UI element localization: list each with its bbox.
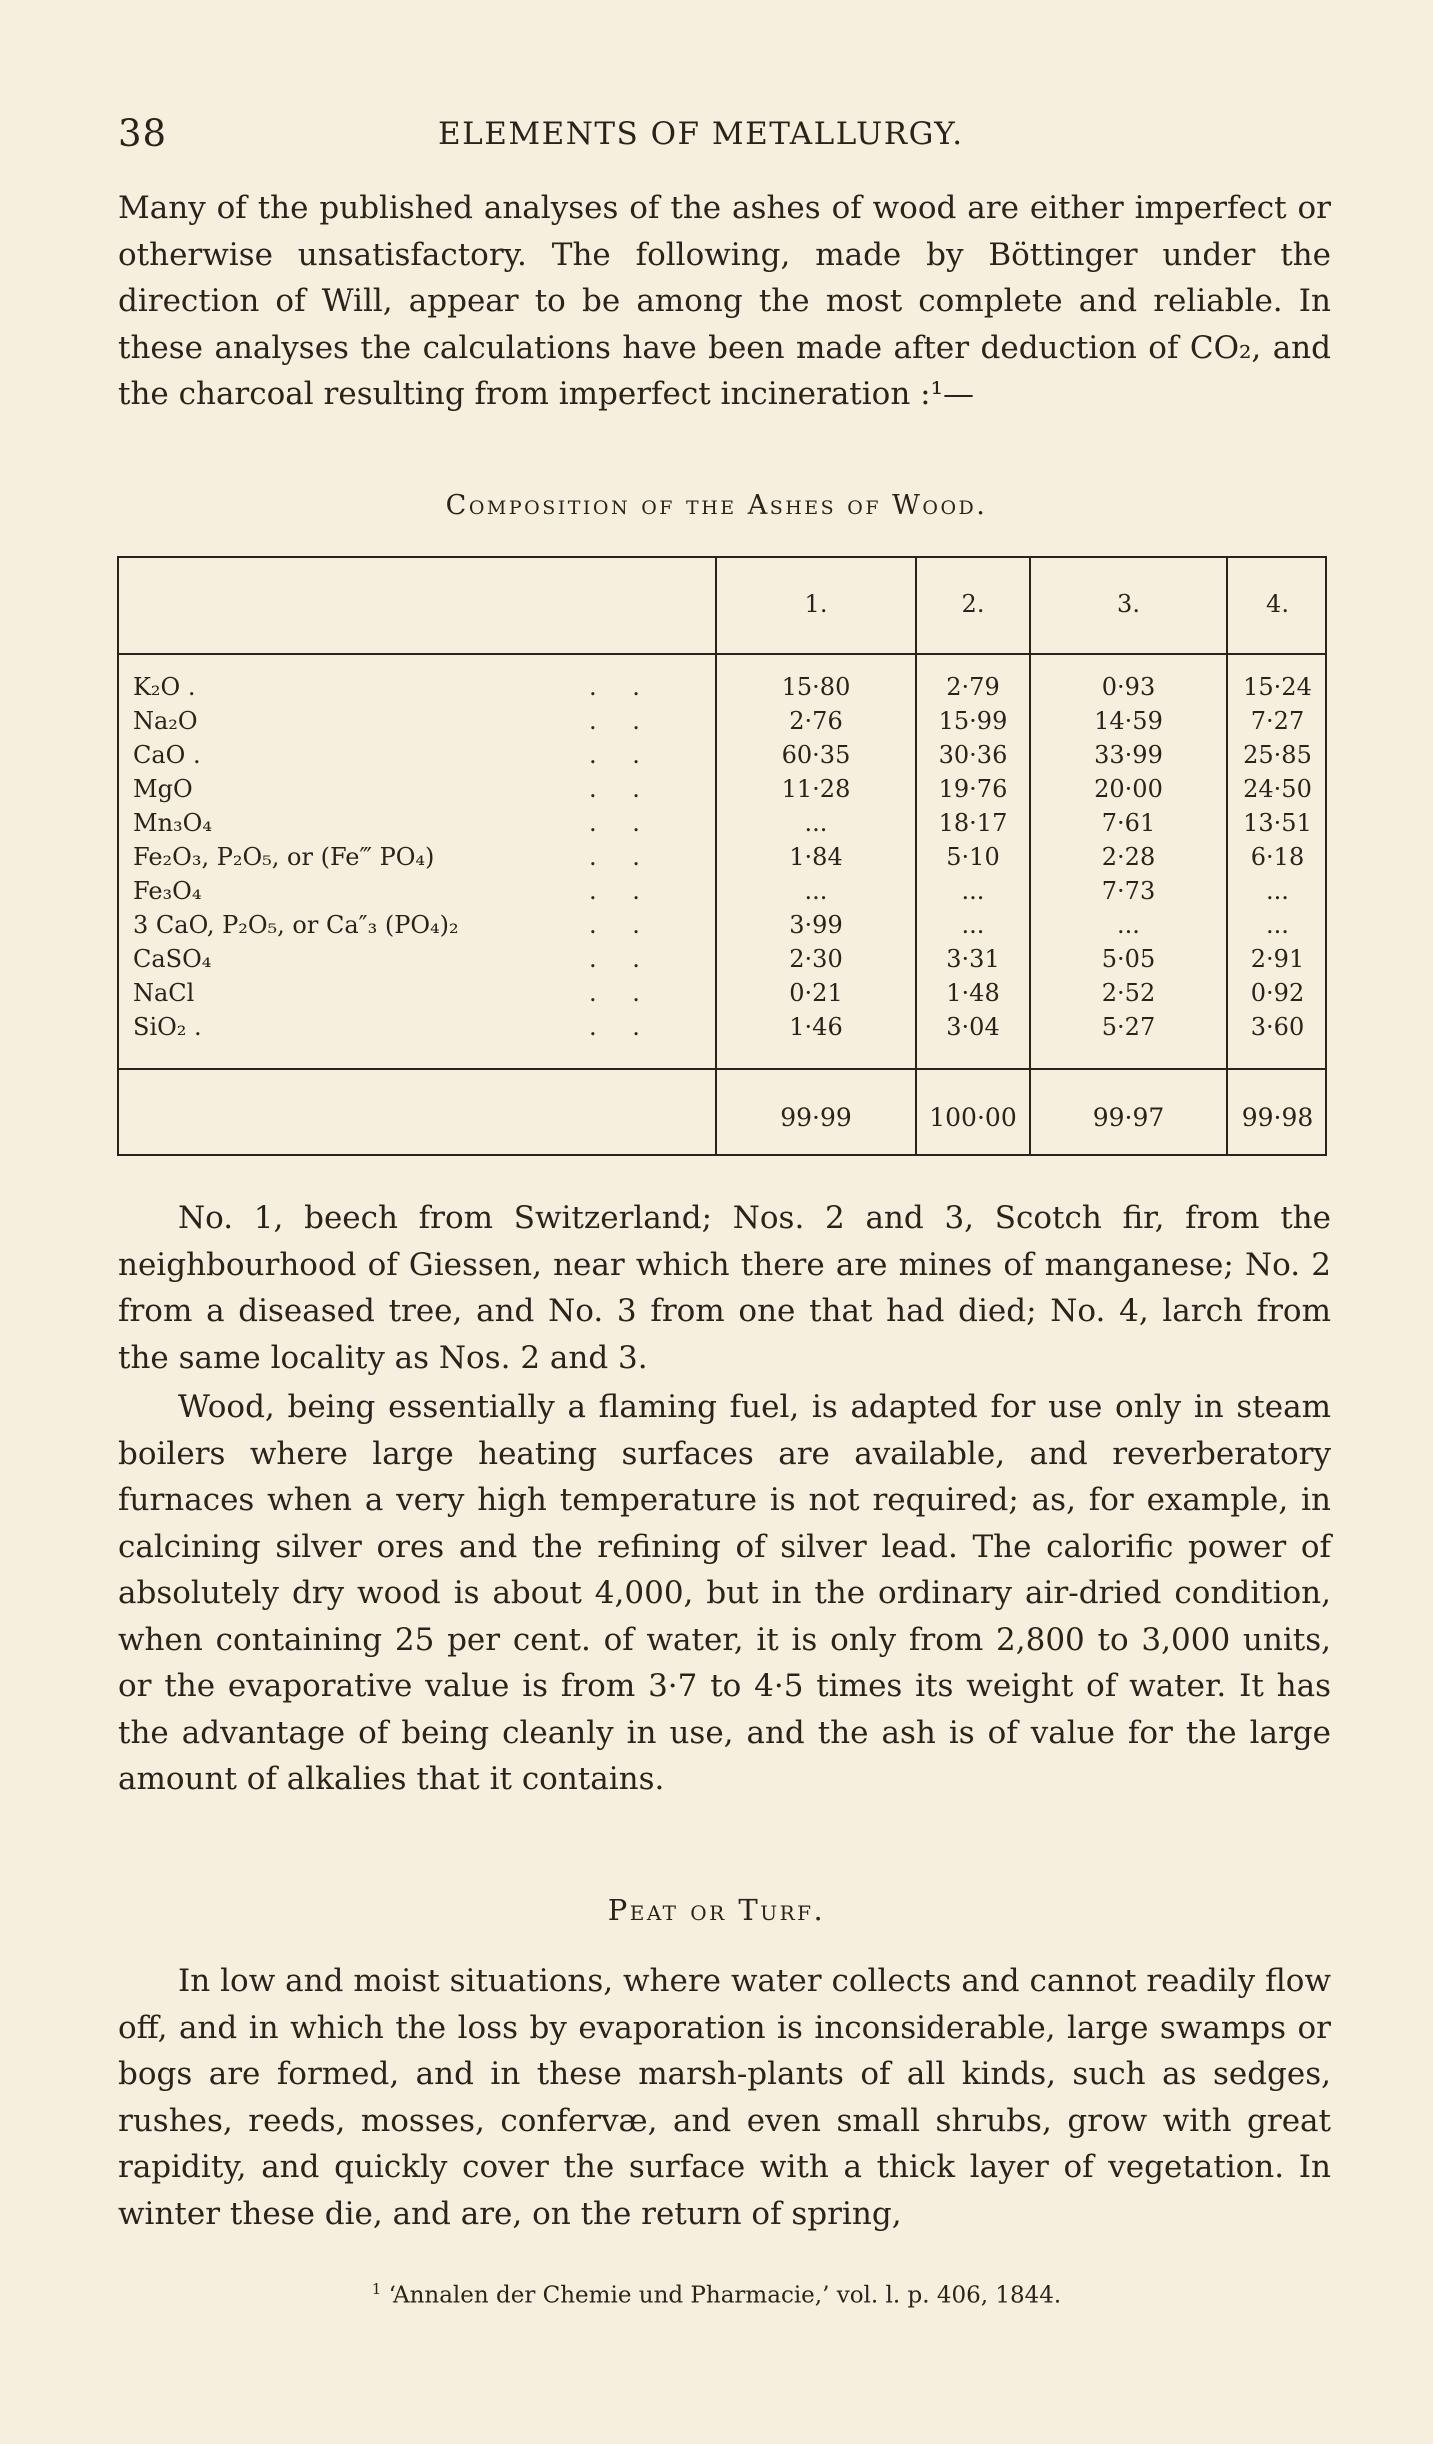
row-label: 3 CaO, P₂O₅, or Ca″₃ (PO₄)₂ xyxy=(133,911,459,939)
table-cell: 2·52 xyxy=(1101,979,1156,1007)
table-cell: 2·30 xyxy=(789,945,843,973)
leader-dots: . . xyxy=(589,945,654,973)
table-cell: 7·27 xyxy=(1250,707,1305,735)
table-cell: ... xyxy=(1266,911,1289,939)
table-cell: 20·00 xyxy=(1094,775,1163,803)
leader-dots: . . xyxy=(589,809,654,837)
column-header: 3. xyxy=(1117,590,1140,618)
table-cell: 3·99 xyxy=(789,911,843,939)
leader-dots: . . xyxy=(589,707,654,735)
total-value: 99·97 xyxy=(1092,1103,1165,1132)
table-cell: 5·10 xyxy=(946,843,1000,871)
paragraph-wood-fuel xyxy=(118,1384,1331,1803)
leader-dots: . . xyxy=(589,911,654,939)
footnote-marker: 1 xyxy=(371,2280,382,2298)
table-cell: 24·50 xyxy=(1243,775,1312,803)
paragraph-species-text: No. 1, beech from Switzerland; Nos. 2 and 3, Scotch fir, from the neighbourhood of Giessen, near which there are mines of manganese; No. 2 from a diseased tree, and No. 3 from one that had died; No. 4, larch from the same locality as Nos. 2 and 3. xyxy=(118,1200,1331,1376)
ash-composition-table xyxy=(117,556,1327,1156)
table-cell: 14·59 xyxy=(1094,707,1163,735)
table-cell: 1·48 xyxy=(946,979,1000,1007)
row-label: CaSO₄ xyxy=(133,945,212,973)
table-cell: ... xyxy=(804,877,828,905)
table-cell: 7·73 xyxy=(1101,877,1156,905)
table-cell: 0·21 xyxy=(789,979,843,1007)
column-header: 1. xyxy=(804,590,828,618)
leader-dots: . . xyxy=(589,979,654,1007)
total-value: 99·98 xyxy=(1241,1103,1314,1132)
table-cell: 15·99 xyxy=(938,707,1008,735)
table-title: Composition of the Ashes of Wood. xyxy=(445,490,988,521)
row-label: CaO . xyxy=(133,741,201,769)
table-cell: 30·36 xyxy=(938,741,1008,769)
table-cell: 1·84 xyxy=(789,843,843,871)
table-cell: 2·28 xyxy=(1101,843,1156,871)
table-cell: 7·61 xyxy=(1101,809,1156,837)
table-cell: 3·31 xyxy=(946,945,1000,973)
table-cell: ... xyxy=(1117,911,1140,939)
table-cell: 25·85 xyxy=(1243,741,1312,769)
total-value: 100·00 xyxy=(929,1103,1017,1132)
paragraph-peat xyxy=(118,1958,1331,2237)
row-label: SiO₂ . xyxy=(133,1013,202,1041)
footnote xyxy=(0,2280,1433,2309)
table-cell: 11·28 xyxy=(781,775,851,803)
leader-dots: . . xyxy=(589,673,654,701)
column-header: 4. xyxy=(1266,590,1289,618)
table-cell: 6·18 xyxy=(1250,843,1305,871)
table-cell: 3·60 xyxy=(1250,1013,1305,1041)
row-label: Na₂O xyxy=(133,707,198,735)
leader-dots: . . xyxy=(589,741,654,769)
column-header: 2. xyxy=(961,590,985,618)
table-cell: 1·46 xyxy=(789,1013,843,1041)
table-cell: 5·27 xyxy=(1101,1013,1156,1041)
table-cell: 2·76 xyxy=(789,707,843,735)
intro-paragraph: Many of the published analyses of the ashes of wood are either imperfect or otherwise unsatisfactory. The following, made by Böttinger under the direction of Will, appear to be among the most complete and reliable. In these analyses the calculations have been made after deduction of CO₂, and the charcoal resulting from imperfect incineration :¹— xyxy=(118,190,1331,412)
table-cell: 13·51 xyxy=(1243,809,1312,837)
paragraph-species-notes xyxy=(118,1195,1331,1381)
table-cell: 3·04 xyxy=(946,1013,1000,1041)
table-cell: ... xyxy=(961,877,985,905)
table-cell: ... xyxy=(804,809,828,837)
table-cell: 19·76 xyxy=(938,775,1008,803)
table-cell: ... xyxy=(961,911,985,939)
leader-dots: . . xyxy=(589,877,654,905)
row-label: Mn₃O₄ xyxy=(133,809,212,837)
section-title: Peat or Turf. xyxy=(607,1893,826,1927)
table-cell: 60·35 xyxy=(781,741,851,769)
table-cell: 2·79 xyxy=(946,673,1000,701)
row-label: Fe₃O₄ xyxy=(133,877,202,905)
paragraph-wood-fuel-text: Wood, being essentially a flaming fuel, is adapted for use only in steam boilers where large heating surfaces are available, and reverberatory furnaces when a very high temperature is not required; as, for example, in calcining silver ores and the refining of silver lead. The calorific power of absolutely dry wood is about 4,000, but in the ordinary air-dried condition, when containing 25 per cent. of water, it is only from 2,800 to 3,000 units, or the evaporative value is from 3·7 to 4·5 times its weight of water. It has the advantage of being cleanly in use, and the ash is of value for the large amount of alkalies that it contains. xyxy=(118,1389,1331,1797)
table-cell: 0·93 xyxy=(1101,673,1156,701)
leader-dots: . . xyxy=(589,775,654,803)
page-number: 38 xyxy=(118,112,168,155)
table-cell: 18·17 xyxy=(938,809,1008,837)
row-label: K₂O . xyxy=(133,673,196,701)
paragraph-peat-text: In low and moist situations, where water collects and cannot readily flow off, and in which the loss by evaporation is inconsiderable, large swamps or bogs are formed, and in these marsh-plants of all kinds, such as sedges, rushes, reeds, mosses, confervæ, and even small shrubs, grow with great rapidity, and quickly cover the surface with a thick layer of vegetation. In winter these die, and are, on the return of spring, xyxy=(118,1963,1331,2232)
table-cell: 2·91 xyxy=(1250,945,1305,973)
row-label: MgO xyxy=(133,775,193,803)
table-cell: ... xyxy=(1266,877,1289,905)
leader-dots: . . xyxy=(589,1013,654,1041)
footnote-text: ‘Annalen der Chemie und Pharmacie,’ vol. l. p. 406, 1844. xyxy=(388,2282,1062,2309)
total-value: 99·99 xyxy=(780,1103,852,1132)
table-cell: 15·24 xyxy=(1243,673,1312,701)
running-title: ELEMENTS OF METALLURGY. xyxy=(438,116,964,152)
table-cell: 5·05 xyxy=(1101,945,1156,973)
table-cell: 0·92 xyxy=(1250,979,1305,1007)
page-header xyxy=(118,112,1328,162)
row-label: NaCl xyxy=(133,979,195,1007)
row-label: Fe₂O₃, P₂O₅, or (Fe‴ PO₄) xyxy=(133,843,435,871)
table-cell: 15·80 xyxy=(781,673,851,701)
table-cell: 33·99 xyxy=(1094,741,1163,769)
leader-dots: . . xyxy=(589,843,654,871)
